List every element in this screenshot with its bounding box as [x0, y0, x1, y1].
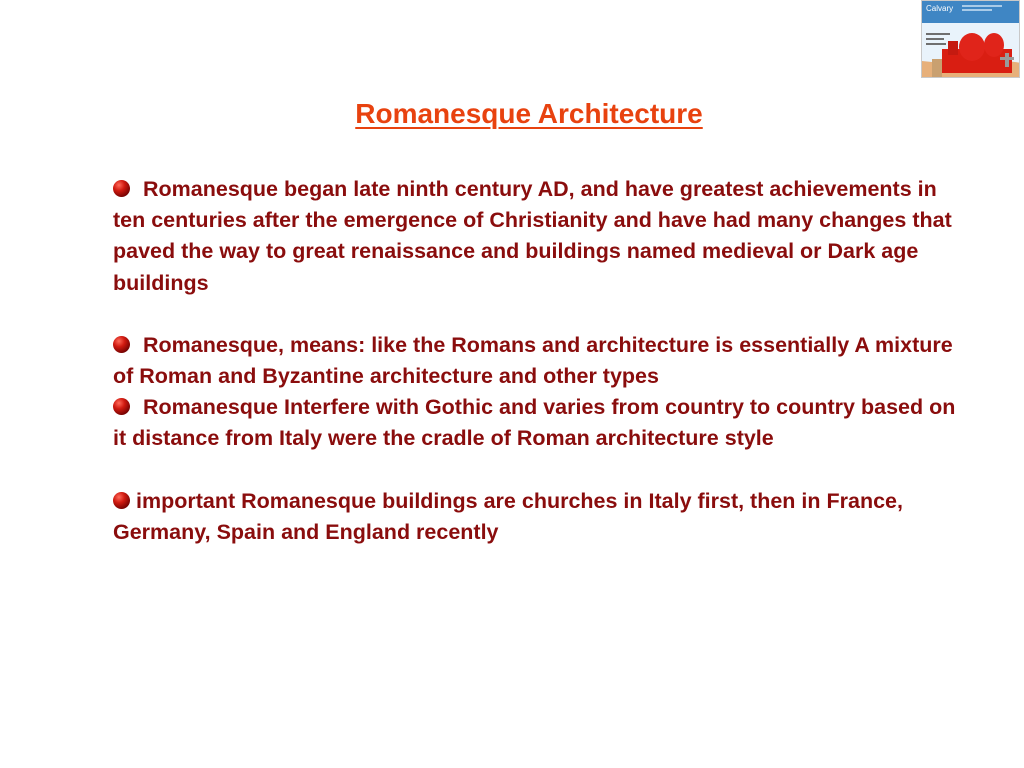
paragraph-4-text: important Romanesque buildings are churches in Italy first, then in France, Germany, Spain and England recently	[113, 488, 903, 544]
slide-title: Romanesque Architecture	[355, 98, 703, 129]
paragraph-3	[113, 392, 963, 454]
calvary-church-thumbnail-image	[921, 0, 1020, 78]
slide-body	[113, 174, 963, 548]
red-ball-bullet-icon	[113, 492, 130, 509]
paragraph-1-text: Romanesque began late ninth century AD, and have greatest achievements in ten centuries after the emergence of Christianity and have had many changes that paved the way to great renaissance and buildings named medieval or Dark age buildings	[113, 177, 952, 295]
paragraph-2-text: Romanesque, means: like the Romans and architecture is essentially A mixture of Roman and Byzantine architecture and other types	[113, 332, 953, 389]
paragraph-spacer	[113, 299, 963, 330]
red-ball-bullet-icon	[113, 336, 130, 353]
paragraph-4	[113, 486, 963, 548]
red-ball-bullet-icon	[113, 180, 130, 197]
paragraph-1	[113, 174, 963, 299]
paragraph-spacer	[113, 455, 963, 486]
thumbnail-label: Calvary	[926, 4, 954, 13]
paragraph-3-text: Romanesque Interfere with Gothic and varies from country to country based on it distance from Italy were the cradle of Roman architecture style	[113, 395, 956, 451]
red-ball-bullet-icon	[113, 398, 130, 415]
paragraph-2	[113, 330, 963, 392]
